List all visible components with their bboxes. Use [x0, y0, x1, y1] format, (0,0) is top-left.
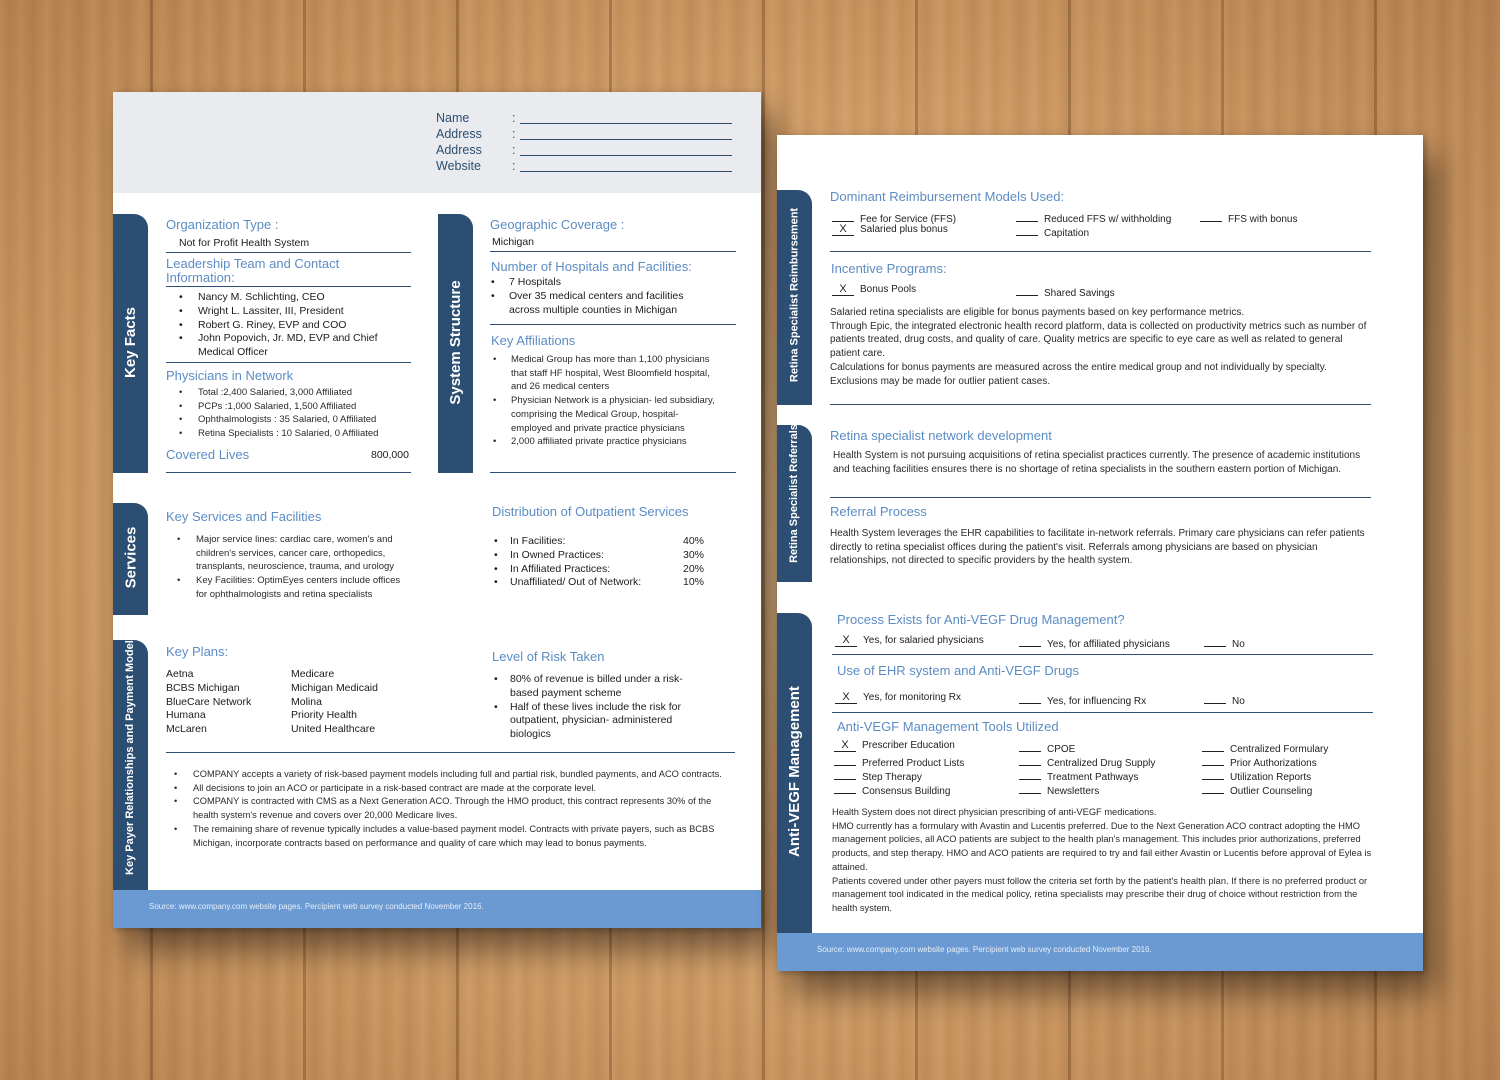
- divider: [832, 654, 1373, 655]
- checkbox[interactable]: [1019, 635, 1041, 647]
- list-item: • Medical Group has more than 1,100 physicians that staff HF hospital, West Bloomfield hospital, and 26 medical centers: [493, 353, 719, 394]
- checkbox[interactable]: [1202, 768, 1224, 780]
- referral-text: Health System leverages the EHR capabilities to facilitate in-network referrals. Primary care physicians can refer patients directly to retina specialist offices during the patient's visit. Referrals among physicians are based on physician relationships, not directed to specific providers by the health system.: [830, 528, 1365, 567]
- affiliations-heading: Key Affiliations: [491, 333, 576, 348]
- covered-lives-value: 800,000: [371, 449, 409, 461]
- list-item: • All decisions to join an ACO or participate in a risk-based contract are made at the corporate level.: [174, 782, 732, 796]
- divider: [166, 472, 411, 473]
- form-label-name: Name: [436, 111, 470, 125]
- affiliations-list: [493, 353, 719, 449]
- option-label: Prior Authorizations: [1230, 758, 1317, 769]
- payer-tab: [113, 634, 148, 891]
- page-footer: [777, 933, 1423, 971]
- services-tab: [113, 503, 148, 615]
- checkbox[interactable]: [1204, 635, 1226, 647]
- checkbox[interactable]: X: [834, 740, 856, 752]
- process-option[interactable]: [1204, 635, 1245, 650]
- plan-name: Michigan Medicaid: [291, 681, 378, 694]
- tool-option[interactable]: [834, 754, 964, 769]
- divider: [830, 497, 1371, 498]
- option-label: CPOE: [1047, 744, 1076, 755]
- ehr-option[interactable]: [835, 692, 961, 704]
- form-label-website: Website: [436, 159, 481, 173]
- outpatient-value: 30%: [682, 548, 704, 561]
- list-item: • Over 35 medical centers and facilities across multiple counties in Michigan: [491, 290, 709, 318]
- reimb-option[interactable]: [1200, 210, 1297, 225]
- form-label-address-2: Address: [436, 143, 482, 157]
- checkbox[interactable]: [834, 782, 856, 794]
- option-label: Fee for Service (FFS): [860, 214, 957, 225]
- source-note: Source: www.company.com website pages. Percipient web survey conducted November 2016.: [817, 945, 1152, 954]
- checkbox[interactable]: X: [835, 692, 857, 704]
- tools-text: [832, 806, 1374, 916]
- tool-option[interactable]: [1202, 782, 1312, 797]
- option-label: Prescriber Education: [862, 740, 955, 751]
- divider: [166, 752, 735, 753]
- tool-option[interactable]: [1202, 740, 1328, 755]
- list-item: • Robert G. Riney, EVP and COO: [179, 319, 399, 333]
- checkbox[interactable]: [1019, 740, 1041, 752]
- form-colon: :: [512, 159, 516, 173]
- checkbox[interactable]: [1019, 754, 1041, 766]
- divider: [830, 404, 1371, 405]
- plans-heading: Key Plans:: [166, 644, 229, 659]
- divider: [490, 324, 736, 325]
- incentive-heading: Incentive Programs:: [831, 261, 947, 276]
- checkbox[interactable]: [1019, 782, 1041, 794]
- physicians-list: [179, 386, 409, 441]
- reimb-option[interactable]: [832, 210, 956, 225]
- tools-heading: Anti-VEGF Management Tools Utilized: [837, 719, 1059, 734]
- plan-name: Priority Health: [291, 709, 357, 722]
- option-label: Yes, for monitoring Rx: [863, 692, 962, 703]
- antivegf-tab: [777, 613, 812, 934]
- list-item: • The remaining share of revenue typically includes a value-based payment model. Contracts with private payers, such as BCBS Michigan, incorporate contracts based on performance and quality of care which may lead to bonus payments.: [174, 823, 732, 850]
- list-item: [494, 535, 704, 549]
- checkbox[interactable]: [1202, 754, 1224, 766]
- plan-name: McLaren: [166, 723, 207, 736]
- tool-option[interactable]: [834, 782, 950, 797]
- plan-name: United Healthcare: [291, 723, 376, 736]
- antivegf-tab-label: Anti-VEGF Management: [786, 686, 803, 857]
- paragraph: Patients covered under other payers must follow the criteria set forth by the patient's health plan. If there is no preferred product or management tool indicated in the medical policy, retina specialists may prescribe their drug of choice without restriction from the health system.: [832, 875, 1368, 913]
- form-colon: :: [512, 127, 516, 141]
- address-field-2[interactable]: [520, 155, 732, 156]
- option-label: Salaried plus bonus: [860, 224, 948, 235]
- list-item: • 80% of revenue is billed under a risk-based payment scheme: [494, 673, 706, 701]
- system-structure-tab-label: System Structure: [447, 280, 464, 405]
- address-field[interactable]: [520, 139, 732, 140]
- option-label: Treatment Pathways: [1047, 772, 1139, 783]
- paragraph: Salaried retina specialists are eligible for bonus payments based on key performance metrics.: [830, 307, 1245, 318]
- option-label: Yes, for affiliated physicians: [1047, 639, 1170, 650]
- risk-list: [494, 673, 706, 742]
- option-label: Yes, for salaried physicians: [863, 635, 984, 646]
- list-item: • Wright L. Lassiter, III, President: [179, 305, 399, 319]
- checkbox[interactable]: [1019, 768, 1041, 780]
- form-label-address: Address: [436, 127, 482, 141]
- form-colon: :: [512, 111, 516, 125]
- tool-option[interactable]: [1202, 754, 1317, 769]
- hospitals-heading: Number of Hospitals and Facilities:: [491, 259, 692, 274]
- checkbox[interactable]: [1202, 782, 1224, 794]
- checkbox[interactable]: [1019, 692, 1041, 704]
- list-item: • Total :2,400 Salaried, 3,000 Affiliated: [179, 386, 409, 400]
- plan-name: Aetna: [166, 668, 194, 680]
- name-field[interactable]: [520, 123, 732, 124]
- plans-col-2: [291, 668, 411, 737]
- list-item: [494, 563, 704, 577]
- referrals-tab-label: Retina Specialist Referrals: [788, 424, 800, 563]
- hospitals-list: [491, 276, 709, 317]
- source-note: Source: www.company.com website pages. Percipient web survey conducted November 2016.: [149, 902, 484, 911]
- list-item: • COMPANY accepts a variety of risk-based payment models including full and partial risk, bundled payments, and ACO contracts.: [174, 768, 732, 782]
- option-label: Newsletters: [1047, 786, 1100, 797]
- checkbox[interactable]: [1016, 210, 1038, 222]
- incentive-option[interactable]: [1016, 284, 1115, 299]
- reimb-option[interactable]: [832, 224, 948, 236]
- checkbox[interactable]: [1202, 740, 1224, 752]
- network-dev-text: Health System is not pursuing acquisitions of retina specialist practices currently. The presence of academic institutions and teaching facilities ensures there is no shortage of retina specialists in the southern eastern portion of Michigan.: [833, 450, 1361, 475]
- list-item: [494, 576, 704, 590]
- plans-col-1: [166, 668, 286, 737]
- list-item: • Retina Specialists : 10 Salaried, 0 Affiliated: [179, 427, 409, 441]
- plan-name: Humana: [166, 709, 206, 722]
- services-list: [177, 533, 409, 602]
- checkbox[interactable]: X: [832, 224, 854, 236]
- list-item: • Major service lines: cardiac care, women's and children's services, cancer care, orthopedics, transplants, neuroscience, trauma, and urology: [177, 533, 409, 574]
- list-item: • Ophthalmologists : 35 Salaried, 0 Affiliated: [179, 413, 409, 427]
- geo-value: Michigan: [492, 236, 535, 248]
- option-label: No: [1232, 639, 1245, 650]
- key-facts-tab-label: Key Facts: [122, 307, 139, 378]
- outpatient-heading: Distribution of Outpatient Services: [492, 504, 689, 519]
- list-item: • Nancy M. Schlichting, CEO: [179, 291, 399, 305]
- geo-heading: Geographic Coverage :: [490, 217, 625, 232]
- covered-lives-label: Covered Lives: [166, 447, 250, 462]
- outpatient-value: 10%: [682, 576, 704, 589]
- list-item: • PCPs :1,000 Salaried, 1,500 Affiliated: [179, 400, 409, 414]
- contact-form: [436, 111, 736, 175]
- ehr-option[interactable]: [1019, 692, 1146, 707]
- payer-tab-label: Key Payer Relationships and Payment Models: [124, 634, 136, 875]
- outpatient-key: • Unaffiliated/ Out of Network:: [510, 576, 642, 589]
- checkbox[interactable]: [1016, 284, 1038, 296]
- option-label: Utilization Reports: [1230, 772, 1312, 783]
- checkbox[interactable]: [834, 768, 856, 780]
- outpatient-value: 40%: [682, 535, 704, 547]
- process-heading: Process Exists for Anti-VEGF Drug Management?: [837, 612, 1125, 627]
- reimb-option[interactable]: [1016, 224, 1089, 239]
- paragraph: Through Epic, the integrated electronic health record platform, data is collected on productivity metrics such as number of patients treated, drug costs, and quality of care. Quality metrics are specific to eye care as well as related to general patient care.: [830, 320, 1367, 360]
- list-item: • Key Facilities: OptimEyes centers include offices for ophthalmologists and retina specialists: [177, 574, 409, 601]
- physicians-heading: Physicians in Network: [166, 368, 294, 383]
- divider: [832, 712, 1373, 713]
- tool-option[interactable]: [1019, 754, 1155, 769]
- list-item: • Physician Network is a physician- led subsidiary, comprising the Medical Group, hospital-employed and private practice physicians: [493, 394, 719, 435]
- option-label: Shared Savings: [1044, 288, 1115, 299]
- divider: [166, 286, 411, 287]
- leadership-list: [179, 291, 399, 360]
- tool-option[interactable]: [1019, 768, 1138, 783]
- option-label: Consensus Building: [862, 786, 951, 797]
- process-option[interactable]: [1019, 635, 1170, 650]
- option-label: Centralized Formulary: [1230, 744, 1329, 755]
- process-option[interactable]: [835, 635, 984, 647]
- plan-name: Medicare: [291, 668, 335, 680]
- reimb-heading: Dominant Reimbursement Models Used:: [830, 189, 1065, 204]
- option-label: Capitation: [1044, 228, 1090, 239]
- option-label: Bonus Pools: [860, 284, 917, 295]
- option-label: Preferred Product Lists: [862, 758, 965, 769]
- option-label: Step Therapy: [862, 772, 922, 783]
- list-item: [494, 549, 704, 563]
- option-label: Yes, for influencing Rx: [1047, 696, 1147, 707]
- checkbox[interactable]: X: [835, 635, 857, 647]
- ehr-heading: Use of EHR system and Anti-VEGF Drugs: [837, 663, 1080, 678]
- ehr-option[interactable]: [1204, 692, 1245, 707]
- key-facts-tab: [113, 214, 148, 473]
- tool-option[interactable]: [1019, 782, 1099, 797]
- tool-option[interactable]: [1019, 740, 1075, 755]
- tool-option[interactable]: [834, 768, 922, 783]
- referral-heading: Referral Process: [830, 504, 927, 519]
- outpatient-key: • In Affiliated Practices:: [510, 562, 611, 575]
- option-label: No: [1232, 696, 1245, 707]
- incentive-text: [830, 306, 1375, 388]
- paragraph: HMO currently has a formulary with Avastin and Lucentis preferred. Due to the Next Generation ACO contract adopting the HMO management policies, all ACO patients are subject to the health plan's management. This includes prior authorizations, preferred products, and step therapy. HMO and ACO patients are required to try and fail either Avastin or Lucentis before approval of Eylea is attained.: [832, 820, 1372, 872]
- paragraph: Health System does not direct physician prescribing of anti-VEGF medications.: [832, 807, 1157, 817]
- option-label: Centralized Drug Supply: [1047, 758, 1156, 769]
- reimbursement-tab-label: Retina Specialist Reimbursement: [788, 207, 801, 383]
- tool-option[interactable]: [1202, 768, 1311, 783]
- divider: [490, 251, 736, 252]
- list-item: • Half of these lives include the risk for outpatient, physician- administered biologics: [494, 701, 706, 742]
- plan-name: Molina: [291, 695, 322, 708]
- divider: [166, 252, 411, 253]
- page-one: [113, 92, 761, 928]
- checkbox[interactable]: [834, 754, 856, 766]
- outpatient-key: • In Facilities:: [510, 535, 566, 547]
- list-item: • John Popovich, Jr. MD, EVP and Chief Medical Officer: [179, 332, 399, 360]
- outpatient-list: [494, 535, 704, 590]
- list-item: • 7 Hospitals: [491, 276, 709, 290]
- reimb-option[interactable]: [1016, 210, 1171, 225]
- checkbox[interactable]: [1204, 692, 1226, 704]
- divider: [830, 251, 1371, 252]
- referrals-tab: [777, 425, 812, 582]
- form-colon: :: [512, 143, 516, 157]
- plan-name: BCBS Michigan: [166, 681, 240, 694]
- option-label: Reduced FFS w/ withholding: [1044, 214, 1172, 225]
- checkbox[interactable]: [832, 210, 854, 222]
- incentive-option[interactable]: [832, 284, 916, 296]
- list-item: • COMPANY is contracted with CMS as a Next Generation ACO. Through the HMO product, this contract represents 30% of the health system's revenue and covers over 20,000 Medicare lives.: [174, 795, 732, 822]
- plan-name: BlueCare Network: [166, 695, 252, 708]
- page-footer: [113, 890, 761, 928]
- checkbox[interactable]: [1016, 224, 1038, 236]
- list-item: • 2,000 affiliated private practice physicians: [493, 435, 719, 449]
- reimbursement-tab: [777, 190, 812, 405]
- payer-notes-list: [174, 768, 732, 850]
- tool-option[interactable]: [834, 740, 955, 752]
- checkbox[interactable]: [1200, 210, 1222, 222]
- paragraph: Calculations for bonus payments are measured across the entire medical group and not individually by specialty. Exclusions may be made for outlier patient cases.: [830, 361, 1327, 387]
- network-dev-heading: Retina specialist network development: [830, 428, 1052, 443]
- option-label: FFS with bonus: [1228, 214, 1298, 225]
- org-type-heading: Organization Type :: [166, 217, 279, 232]
- outpatient-key: • In Owned Practices:: [510, 548, 604, 561]
- option-label: Outlier Counseling: [1230, 786, 1313, 797]
- system-structure-tab: [438, 214, 473, 473]
- risk-heading: Level of Risk Taken: [492, 649, 605, 664]
- leadership-heading: Leadership Team and Contact Information:: [166, 256, 340, 285]
- divider: [490, 472, 736, 473]
- page-two: [777, 135, 1423, 971]
- services-heading: Key Services and Facilities: [166, 509, 322, 524]
- org-type-value: Not for Profit Health System: [179, 237, 310, 249]
- services-tab-label: Services: [122, 526, 140, 589]
- checkbox[interactable]: X: [832, 284, 854, 296]
- website-field[interactable]: [520, 171, 732, 172]
- outpatient-value: 20%: [682, 562, 704, 575]
- divider: [166, 362, 411, 363]
